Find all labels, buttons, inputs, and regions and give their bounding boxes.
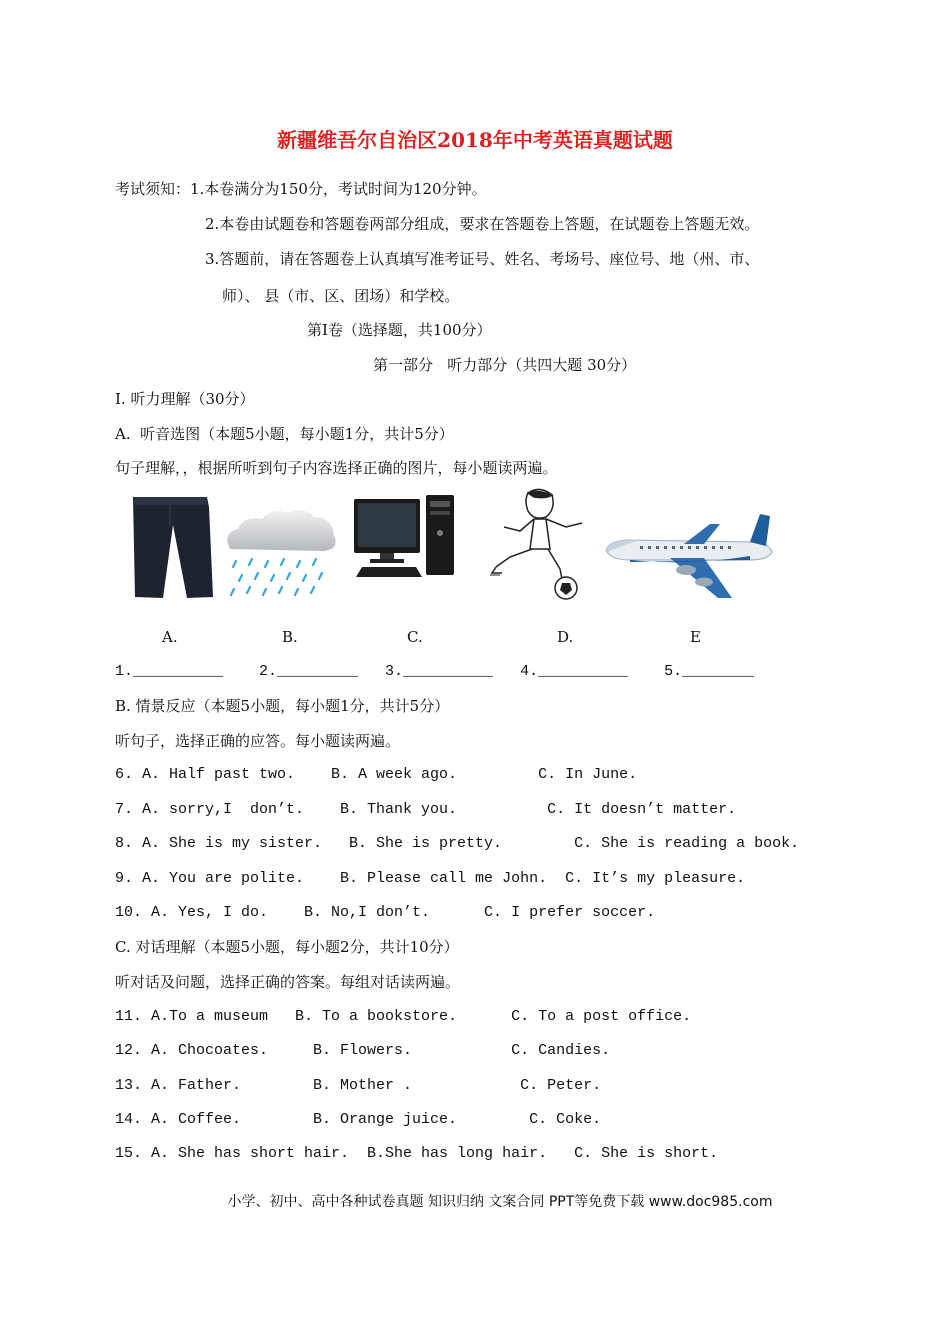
question-9: 9. A. You are polite. B. Please call me John. C. It’s my pleasure.: [115, 870, 746, 887]
question-12: 12. A. Chocoates. B. Flowers. C. Candies.: [115, 1042, 611, 1059]
section-b-heading: B. 情景反应（本题5小题，每小题1分，共计5分）: [115, 697, 450, 715]
picture-label-d: D.: [557, 628, 574, 646]
part-title: 第一部分 听力部分（共四大题 30分）: [373, 356, 637, 374]
notice-line-1: 考试须知：1.本卷满分为150分，考试时间为120分钟。: [115, 180, 487, 198]
question-7: 7. A. sorry,I don’t. B. Thank you. C. It doesn’t matter.: [115, 801, 737, 818]
section-c-instruction: 听对话及问题，选择正确的答案。每组对话读两遍。: [115, 973, 461, 991]
computer-icon: [352, 493, 460, 585]
question-14: 14. A. Coffee. B. Orange juice. C. Coke.: [115, 1111, 602, 1128]
section-c-heading: C. 对话理解（本题5小题，每小题2分，共计10分）: [115, 938, 459, 956]
question-13: 13. A. Father. B. Mother . C. Peter.: [115, 1077, 602, 1094]
section-a-instruction: 句子理解，，根据所听到句子内容选择正确的图片，每小题读两遍。: [115, 459, 558, 477]
notice-line-4: 师）、 县（市、区、团场）和学校。: [222, 287, 460, 305]
picture-label-a: A.: [162, 628, 178, 646]
rain-cloud-icon: [222, 505, 340, 605]
section-heading: Ⅰ. 听力理解（30分）: [115, 390, 255, 408]
question-11: 11. A.To a museum B. To a bookstore. C. To a post office.: [115, 1008, 692, 1025]
notice-line-2: 2.本卷由试题卷和答题卷两部分组成，要求在答题卷上答题，在试题卷上答题无效。: [205, 215, 760, 233]
boy-playing-football-icon: [490, 487, 600, 602]
picture-label-c: C.: [407, 628, 423, 646]
question-8: 8. A. She is my sister. B. She is pretty. C. She is reading a book.: [115, 835, 800, 852]
section-b-instruction: 听句子，选择正确的应答。每小题读两遍。: [115, 732, 401, 750]
answer-blanks: 1.__________ 2._________ 3.__________ 4.__________ 5.________: [115, 663, 755, 680]
airplane-icon: [600, 510, 775, 602]
volume-title: 第Ⅰ卷（选择题，共100分）: [307, 321, 492, 339]
picture-label-e: E: [690, 628, 701, 646]
question-10: 10. A. Yes, I do. B. No,I don’t. C. I prefer soccer.: [115, 904, 656, 921]
trousers-icon: [125, 495, 215, 600]
notice-line-3: 3.答题前，请在答题卷上认真填写准考证号、姓名、考场号、座位号、地（州、市、: [205, 250, 760, 268]
page-footer: 小学、初中、高中各种试卷真题 知识归纳 文案合同 PPT等免费下载 www.doc985.com: [227, 1194, 773, 1210]
picture-label-b: B.: [282, 628, 298, 646]
section-a-heading: A. 听音选图（本题5小题，每小题1分，共计5分）: [115, 425, 454, 443]
question-15: 15. A. She has short hair. B.She has long hair. C. She is short.: [115, 1145, 719, 1162]
page-title: 新疆维吾尔自治区2018年中考英语真题试题: [277, 128, 673, 152]
question-6: 6. A. Half past two. B. A week ago. C. In June.: [115, 766, 638, 783]
